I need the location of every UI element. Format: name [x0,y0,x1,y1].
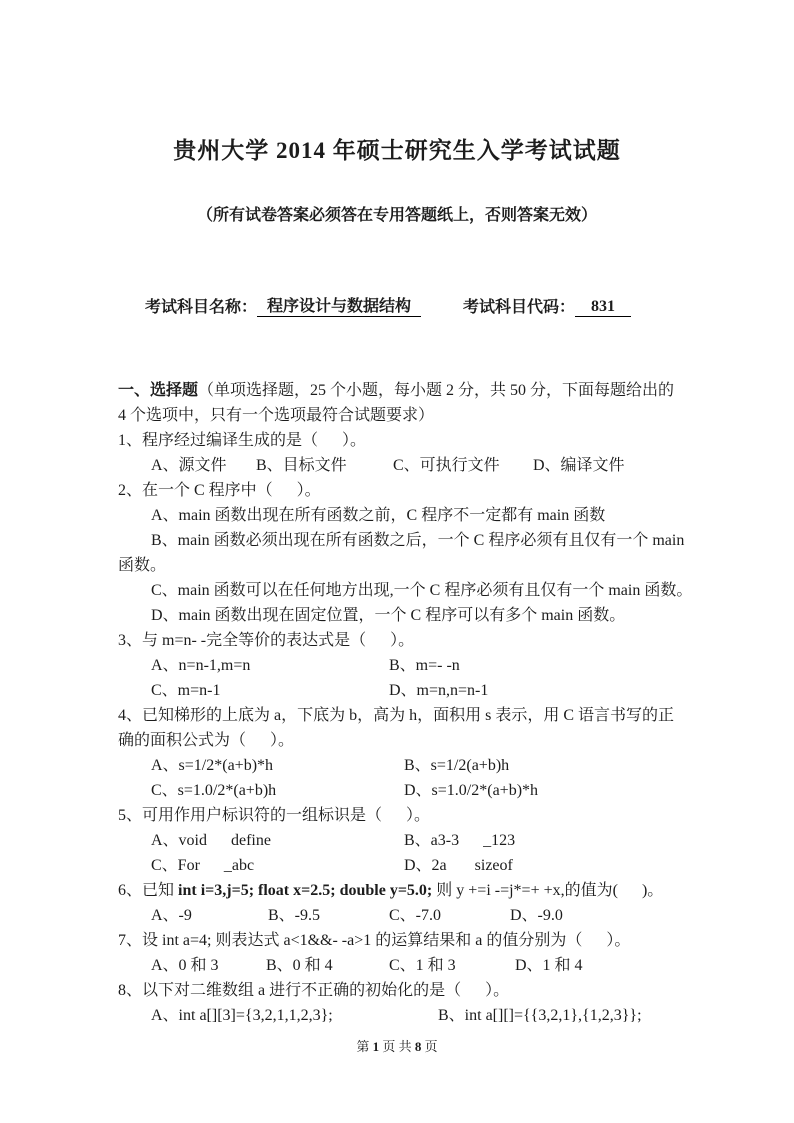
q3-option-b: B、m=- -n [389,657,460,674]
q2-option-d: D、main 函数出现在固定位置，一个 C 程序可以有多个 main 函数。 [151,607,626,624]
q3-options-row-1 [118,653,694,678]
q7-options-row [118,953,694,978]
footer-prefix: 第 [356,1039,373,1054]
page-footer [0,1036,794,1055]
q2-option-b: B、main 函数必须出现在所有函数之后，一个 C 程序必须有且仅有一个 main [151,532,685,549]
code-label: 考试科目代码： [463,299,576,316]
q4-option-d: D、s=1.0/2*(a+b)*h [404,782,539,799]
q4-options-row-2 [118,778,694,803]
q6-option-d: D、-9.0 [510,907,563,924]
q1-option-b: B、目标文件 [256,457,347,474]
subject-label: 考试科目名称： [145,299,258,316]
subject-row [0,293,794,317]
footer-page-number: 1 [372,1039,380,1054]
q5-option-b: B、a3-3 _123 [404,832,516,849]
q6-stem-prefix: 6、已知 [118,882,179,899]
question-area [0,378,794,1028]
q7-option-d: D、1 和 4 [515,957,583,974]
q2-option-b-continuation: 函数。 [118,557,167,574]
q7-option-b: B、0 和 4 [266,957,333,974]
q6-option-a: A、-9 [151,907,192,924]
q7-option-a: A、0 和 3 [151,957,219,974]
section-heading [118,378,694,403]
q1-option-d: D、编译文件 [533,457,625,474]
q7-option-c: C、1 和 3 [389,957,456,974]
q6-stem [118,878,694,903]
q5-options-row-1 [118,828,694,853]
q4-stem-line2: 确的面积公式为（ ）。 [118,732,295,749]
subject-value: 程序设计与数据结构 [257,293,421,317]
q7-stem: 7、设 int a=4; 则表达式 a<1&&- -a>1 的运算结果和 a 的值分别为（ ）。 [118,932,631,949]
q8-option-a: A、int a[][3]={3,2,1,1,2,3}; [151,1007,333,1024]
q4-option-b: B、s=1/2(a+b)h [404,757,510,774]
code-value: 831 [575,298,631,317]
q4-stem-line1: 4、已知梯形的上底为 a，下底为 b，高为 h，面积用 s 表示，用 C 语言书写的正 [118,707,675,724]
q1-options-row [118,453,694,478]
q6-options-row [118,903,694,928]
q4-option-a: A、s=1/2*(a+b)*h [151,757,274,774]
q8-stem: 8、以下对二维数组 a 进行不正确的初始化的是（ ）。 [118,982,510,999]
footer-suffix: 页 [421,1039,438,1054]
q3-stem: 3、与 m=n- -完全等价的表达式是（ ）。 [118,632,415,649]
q5-options-row-2 [118,853,694,878]
answer-notice: （所有试卷答案必须答在专用答题纸上，否则答案无效） [196,207,597,224]
section-heading-line2: 4 个选项中，只有一个选项最符合试题要求） [118,407,435,424]
footer-total-pages: 8 [414,1039,422,1054]
q1-option-c: C、可执行文件 [393,457,500,474]
q3-options-row-2 [118,678,694,703]
footer-middle: 页 共 [379,1039,415,1054]
q2-option-c: C、main 函数可以在任何地方出现,一个 C 程序必须有且仅有一个 main 函数。 [151,582,693,599]
q6-option-b: B、-9.5 [268,907,321,924]
q6-option-c: C、-7.0 [389,907,442,924]
q3-option-a: A、n=n-1,m=n [151,657,251,674]
q2-option-a: A、main 函数出现在所有函数之前，C 程序不一定都有 main 函数 [151,507,606,524]
q2-stem: 2、在一个 C 程序中（ ）。 [118,482,321,499]
q3-option-d: D、m=n,n=n-1 [389,682,489,699]
q5-option-d: D、2a sizeof [404,857,513,874]
section-heading-number: 一、选择题 [118,382,199,399]
q8-options-row [118,1003,694,1028]
q5-option-c: C、For _abc [151,857,255,874]
q1-option-a: A、源文件 [151,457,227,474]
document-title: 贵州大学 2014 年硕士研究生入学考试试题 [173,138,621,163]
q6-stem-suffix: 则 y +=i -=j*=+ +x,的值为( )。 [432,882,664,899]
q5-stem: 5、可用作用户标识符的一组标识是（ ）。 [118,807,431,824]
q8-option-b: B、int a[][]={{3,2,1},{1,2,3}}; [438,1007,642,1024]
q4-option-c: C、s=1.0/2*(a+b)h [151,782,277,799]
q6-stem-code: int i=3,j=5; float x=2.5; double y=5.0; [178,882,433,899]
section-heading-text: （单项选择题，25 个小题，每小题 2 分，共 50 分，下面每题给出的 [198,382,675,399]
q4-options-row-1 [118,753,694,778]
q1-stem: 1、程序经过编译生成的是（ ）。 [118,432,367,449]
q3-option-c: C、m=n-1 [151,682,221,699]
q5-option-a: A、void define [151,832,271,849]
